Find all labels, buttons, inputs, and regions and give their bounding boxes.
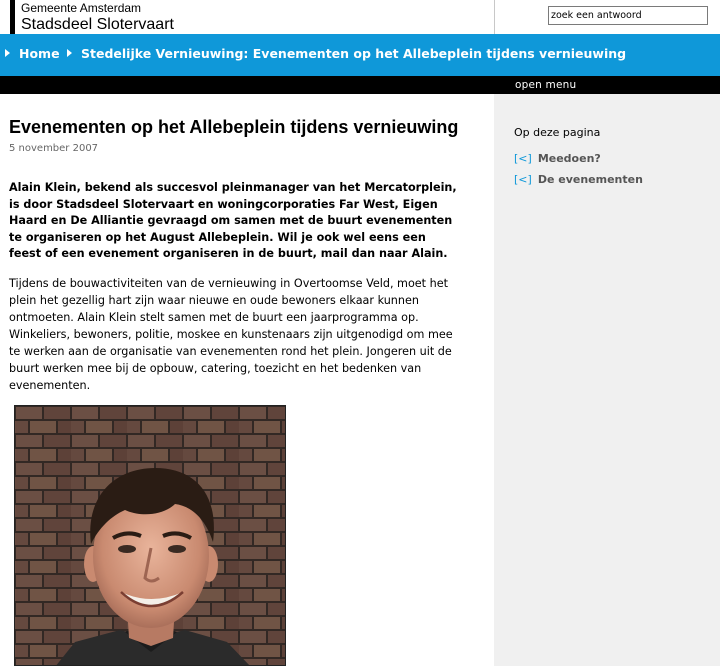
intro-line: feest of een evenement organiseren in de buurt, mail dan naar Alain. (9, 247, 448, 260)
body-line: buurt werken mee bij de opbouw, catering, toezicht en het bedenken van (9, 362, 422, 375)
breadcrumb-home-link[interactable]: Home (19, 46, 60, 61)
menu-bar (0, 76, 720, 94)
breadcrumb (0, 34, 720, 76)
breadcrumb-current-link[interactable]: Stedelijke Vernieuwing: Evenementen op het Allebeplein tijdens vernieuwing (81, 46, 627, 61)
body-line: te werken aan de organisatie van evenementen rond het plein. Jongeren uit de (9, 345, 452, 358)
sidebar-link-evenementen[interactable] (514, 173, 643, 187)
publish-date: 5 november 2007 (9, 143, 99, 154)
intro-line: is door Stadsdeel Slotervaart en woningcorporaties Far West, Eigen (9, 197, 438, 211)
body-line: plein het gezellig hart zijn waar nieuwe en oude bewoners elkaar kunnen (9, 294, 419, 307)
intro-line: te organiseren op het August Allebeplein. Wil je ook wel eens een (9, 230, 426, 244)
portrait-photo (14, 405, 286, 666)
article-intro (9, 180, 489, 263)
sidebar-title: Op deze pagina (514, 126, 601, 139)
org-name[interactable]: Gemeente Amsterdam (21, 1, 142, 15)
back-bracket-icon: [<] (514, 173, 532, 186)
body-line: ontmoeten. Alain Klein stelt samen met de buurt een jaarprogramma op. (9, 311, 419, 324)
body-line: Tijdens de bouwactiviteiten van de vernieuwing in Overtoomse Veld, moet het (9, 277, 448, 290)
sidebar-link-label: Meedoen? (537, 152, 601, 165)
page-title: Evenementen op het Allebeplein tijdens vernieuwing (9, 117, 459, 137)
logo-bar (10, 0, 15, 34)
intro-line: Haard en De Alliantie gevraagd om samen met de buurt evenementen (9, 214, 453, 227)
intro-line: Alain Klein, bekend als succesvol pleinmanager van het Mercatorplein, (9, 181, 457, 194)
district-name[interactable]: Stadsdeel Slotervaart (21, 16, 174, 33)
open-menu-button[interactable]: open menu (515, 79, 577, 91)
portrait-illustration (15, 406, 286, 666)
back-bracket-icon: [<] (514, 152, 532, 165)
sidebar-link-label: De evenementen (537, 173, 643, 186)
sidebar-link-meedoen[interactable] (514, 152, 601, 166)
body-line: Winkeliers, bewoners, politie, moskee en kunstenaars zijn uitgenodigd om mee (9, 328, 453, 341)
triangle-right-icon (67, 49, 72, 57)
triangle-right-icon (5, 49, 10, 57)
body-line: evenementen. (9, 379, 91, 392)
search-input[interactable] (548, 6, 708, 25)
article-body (9, 275, 489, 394)
